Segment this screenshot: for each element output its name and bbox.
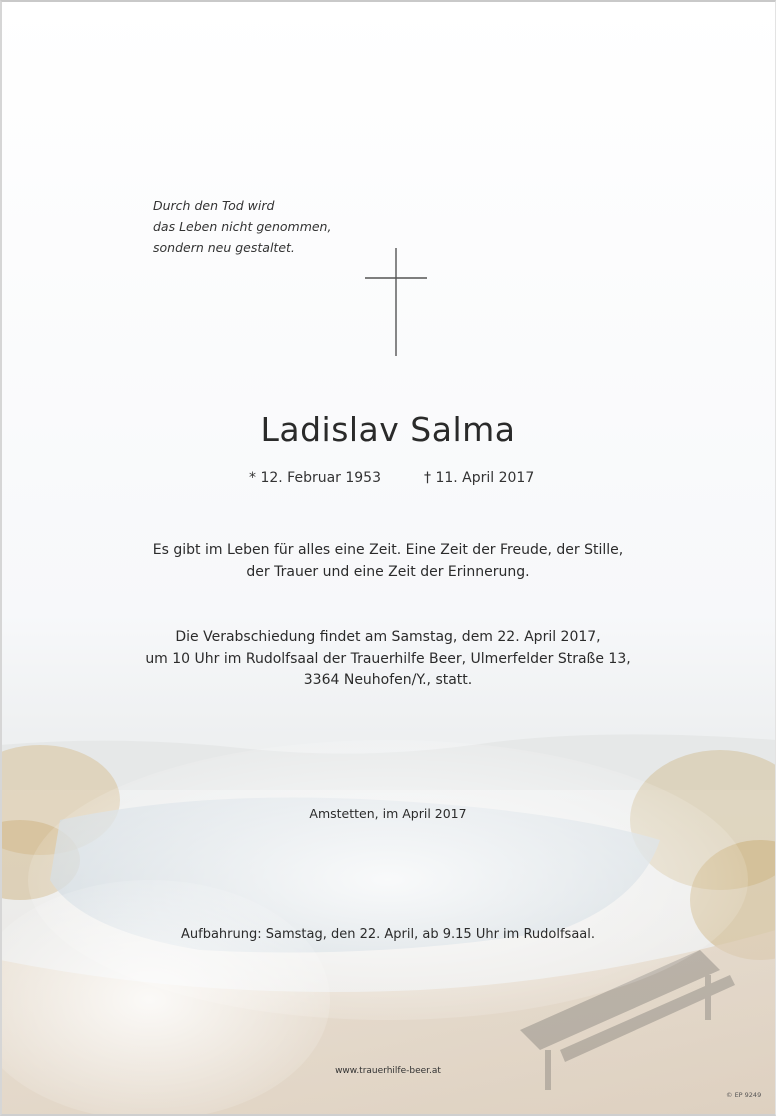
latin-cross-icon xyxy=(365,248,427,356)
quote-line: das Leben nicht genommen, xyxy=(153,219,332,234)
place-and-date: Amstetten, im April 2017 xyxy=(309,806,467,821)
quote-line: sondern neu gestaltet. xyxy=(153,240,295,255)
website-link[interactable]: www.trauerhilfe-beer.at xyxy=(335,1066,441,1076)
farewell-line: Die Verabschiedung findet am Samstag, dem 22. April 2017, xyxy=(175,629,601,645)
viewing-notice: Aufbahrung: Samstag, den 22. April, ab 9.15 Uhr im Rudolfsaal. xyxy=(181,927,595,942)
quote-line: Durch den Tod wird xyxy=(153,198,275,213)
saying-line: Es gibt im Leben für alles eine Zeit. Eine Zeit der Freude, der Stille, xyxy=(152,542,624,558)
copyright-mark: © EP 9249 xyxy=(726,1091,762,1099)
farewell-line: um 10 Uhr im Rudolfsaal der Trauerhilfe Beer, Ulmerfelder Straße 13, xyxy=(145,650,631,667)
deceased-name: Ladislav Salma xyxy=(260,410,516,449)
saying-paragraph xyxy=(0,540,776,583)
farewell-paragraph xyxy=(0,627,776,692)
quote-block xyxy=(153,195,331,258)
saying-line: der Trauer und eine Zeit der Erinnerung. xyxy=(246,563,530,580)
farewell-line: 3364 Neuhofen/Y., statt. xyxy=(303,672,473,688)
death-date: † 11. April 2017 xyxy=(424,470,535,486)
birth-date: * 12. Februar 1953 xyxy=(249,470,381,486)
